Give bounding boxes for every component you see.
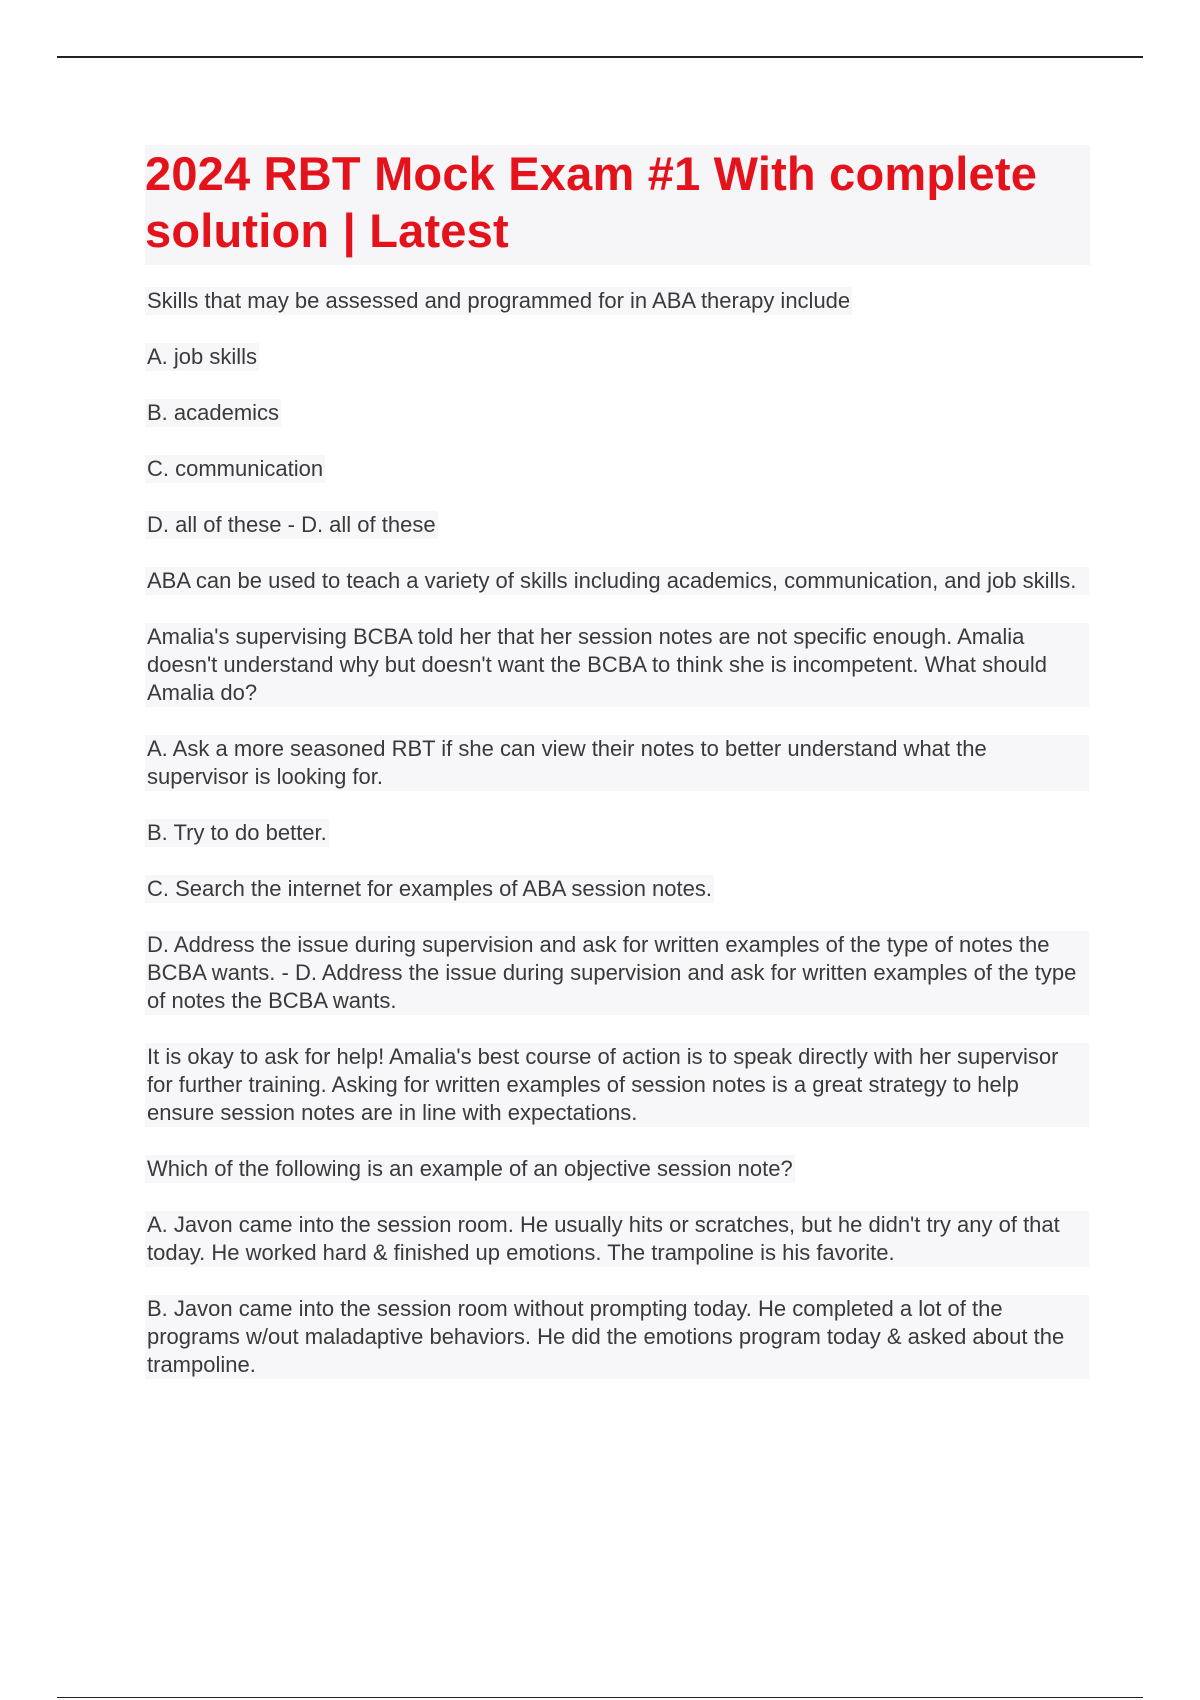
question-2-explanation: It is okay to ask for help! Amalia's best course of action is to speak directly with her supervisor for further training. Asking for written examples of session notes is a great strategy to help ensure session notes are in line with expectations. (145, 1043, 1089, 1127)
question-2-option-a: A. Ask a more seasoned RBT if she can view their notes to better understand what the supervisor is looking for. (145, 735, 1089, 791)
question-3-stem: Which of the following is an example of an objective session note? (147, 1156, 793, 1181)
question-1-option-d-answer: D. all of these - D. all of these (147, 512, 436, 537)
footer-rule (57, 1697, 1143, 1698)
question-1-stem: Skills that may be assessed and programmed for in ABA therapy include (147, 288, 851, 313)
question-2-stem: Amalia's supervising BCBA told her that her session notes are not specific enough. Amalia doesn't understand why but doesn't want the BCBA to think she is incompetent. What should Amalia do? (145, 623, 1089, 707)
question-2-option-c: C. Search the internet for examples of ABA session notes. (147, 876, 712, 901)
header-rule (57, 56, 1143, 58)
question-1-option-b: B. academics (147, 400, 280, 425)
question-1-option-c: C. communication (147, 456, 324, 481)
document-title: 2024 RBT Mock Exam #1 With complete solution | Latest (145, 147, 1038, 257)
question-2-option-b: B. Try to do better. (147, 820, 327, 845)
question-3-option-a: A. Javon came into the session room. He usually hits or scratches, but he didn't try any of that today. He worked hard & finished up emotions. The trampoline is his favorite. (145, 1211, 1089, 1267)
question-2-option-d-answer: D. Address the issue during supervision and ask for written examples of the type of notes the BCBA wants. - D. Address the issue during supervision and ask for written examples of the type of notes the BCBA wants. (145, 931, 1089, 1015)
question-1-explanation: ABA can be used to teach a variety of skills including academics, communication, and job skills. (145, 567, 1089, 595)
question-3-option-b: B. Javon came into the session room without prompting today. He completed a lot of the programs w/out maladaptive behaviors. He did the emotions program today & asked about the trampoline. (145, 1295, 1089, 1379)
document-body (145, 145, 1090, 1407)
title-block (145, 145, 1090, 265)
question-1-option-a: A. job skills (147, 344, 258, 369)
